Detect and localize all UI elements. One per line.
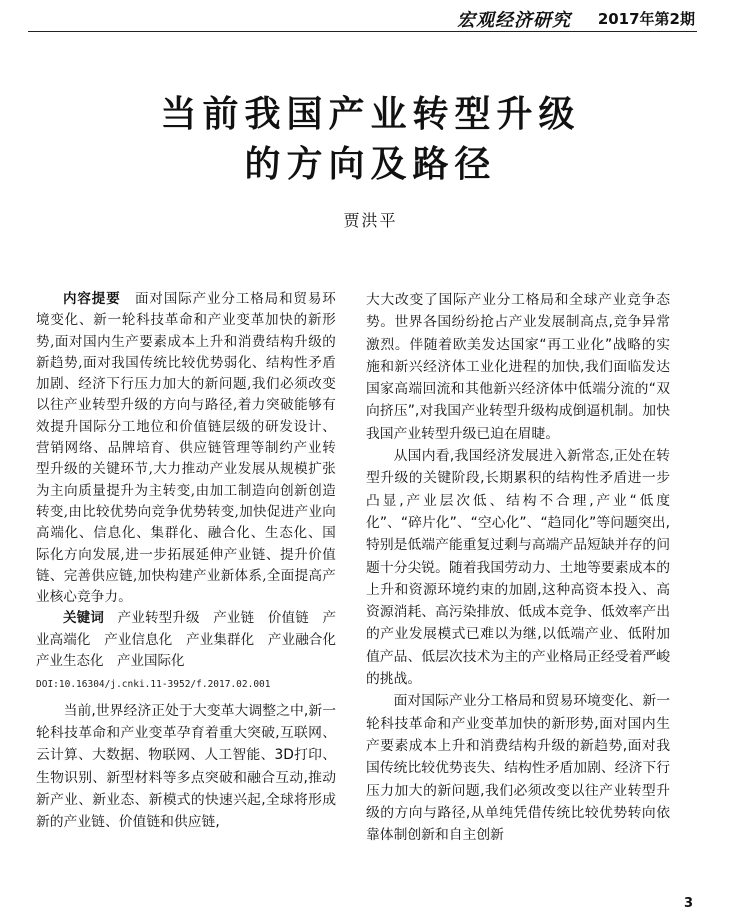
running-header xyxy=(0,0,741,32)
abstract-text: 面对国际产业分工格局和贸易环境变化、新一轮科技革命和产业变革加快的新形势,面对国内生产要素成本上升和消费结构升级的新趋势,面对我国传统比较优势弱化、结构性矛盾加剧、经济下行压力加大的新问题,我们必须改变以往产业转型升级的方向与路径,着力突破能够有效提升国际分工地位和价值链层级的研发设计、营销网络、品牌培育、供应链管理等制约产业转型升级的关键环节,大力推动产业发展从规模扩张为主向质量提升为主转变,由加工制造向创新创造转变,由比较优势向竞争优势转变,加快促进产业向高端化、信息化、集群化、融合化、生态化、国际化方向发展,进一步拓展延伸产业链、提升价值链、完善供应链,加快构建产业新体系,全面提高产业核心竞争力。 xyxy=(36,291,336,606)
header-rule xyxy=(28,31,697,32)
author-name: 贾洪平 xyxy=(343,211,398,230)
body-paragraph-3: 面对国际产业分工格局和贸易环境变化、新一轮科技革命和产业变革加快的新形势,面对国内生产要素成本上升和消费结构升级的新趋势,面对我国传统比较优势丧失、结构性矛盾加剧、经济下行压力加大的新问题,我们必须改变以往产业转型升级的方向与路径,从单纯凭借传统比较优势转向依靠体制创新和自主创新 xyxy=(366,693,670,844)
page-number: 3 xyxy=(683,896,693,911)
article-title-line1: 当前我国产业转型升级 xyxy=(160,94,581,135)
abstract-label: 内容提要 xyxy=(63,291,121,307)
journal-name: 宏观经济研究 xyxy=(457,10,571,31)
keywords-label: 关键词 xyxy=(63,610,104,627)
abstract xyxy=(36,289,336,608)
body-paragraph-2: 从国内看,我国经济发展进入新常态,正处在转型升级的关键阶段,长期累积的结构性矛盾进一步凸显,产业层次低、结构不合理,产业“低度化”、“碎片化”、“空心化”、“趋同化”等问题突出,特别是低端产能重复过剩与高端产品短缺并存的问题十分尖锐。随着我国劳动力、土地等要素成本的上升和资源环境约束的加剧,这种高资本投入、高资源消耗、高污染排放、低成本竞争、低效率产出的产业发展模式已难以为继,以低端产业、低附加值产品、低层次技术为主的产业格局正经受着严峻的挑战。 xyxy=(366,448,670,688)
body-paragraph-1-continued: 大大改变了国际产业分工格局和全球产业竞争态势。世界各国纷纷抢占产业发展制高点,竞争异常激烈。伴随着欧美发达国家“再工业化”战略的实施和新兴经济体工业化进程的加快,我们面临发达国家高端回流和其他新兴经济体中低端分流的“双向挤压”,对我国产业转型升级构成倒逼机制。加快我国产业转型升级已迫在眉睫。 xyxy=(366,292,670,442)
left-column xyxy=(36,289,350,833)
body-paragraph-1: 当前,世界经济正处于大变革大调整之中,新一轮科技革命和产业变革孕育着重大突破,互联网、云计算、大数据、物联网、人工智能、3D打印、生物识别、新型材料等多点突破和融合互动,推动新产业、新业态、新模式的快速兴起,全球将形成新的产业链、价值链和供应链, xyxy=(36,702,336,831)
right-column xyxy=(366,289,670,846)
keywords xyxy=(36,608,350,672)
keywords-text: 产业转型升级 产业链 价值链 产业高端化 产业信息化 产业集群化 产业融合化 产业生态化 产业国际化 xyxy=(36,610,350,670)
issue-label: 2017年第2期 xyxy=(597,10,695,28)
doi: DOI:10.16304/j.cnki.11-3952/f.2017.02.001 xyxy=(36,679,271,691)
article-title-line2: 的方向及路径 xyxy=(244,144,497,185)
